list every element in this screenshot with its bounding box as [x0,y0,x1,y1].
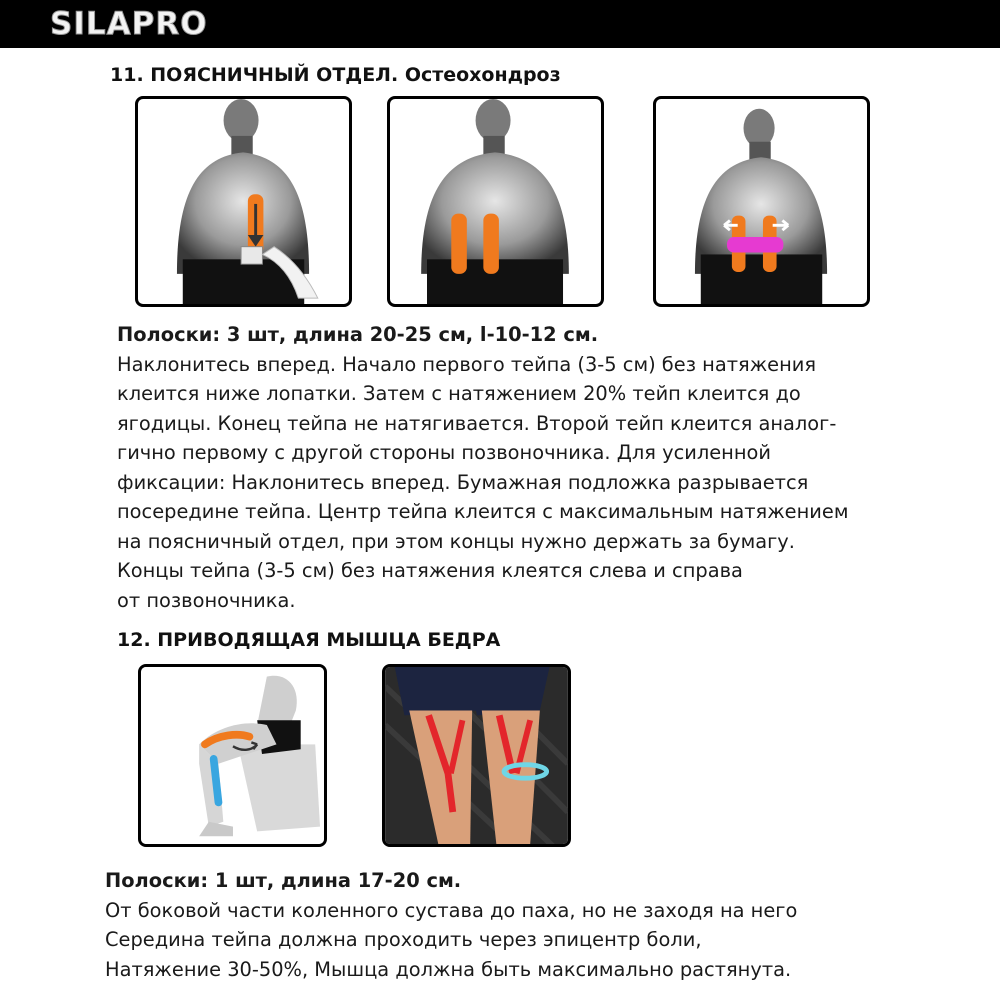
section-11-title-main: 11. ПОЯСНИЧНЫЙ ОТДЕЛ. [110,64,399,86]
section-12-instructions [105,866,797,984]
section-12-line-3: Натяжение 30-50%, Мышца должна быть максимально растянута. [105,957,792,981]
section-12-strips: Полоски: 1 шт, длина 17-20 см. [105,869,462,892]
section-11-line-7: на поясничный отдел, при этом концы нужно держать за бумагу. [117,529,795,553]
section-11-line-9: от позвоночника. [117,588,296,612]
section-11-line-4: гично первому с другой стороны позвоночника. Для усиленной [117,441,771,464]
section-11-strips: Полоски: 3 шт, длина 20-25 см, l-10-12 см. [117,323,599,346]
section-11-title-sub: Остеохондроз [404,64,561,86]
section-12-line-2: Середина тейпа должна проходить через эпицентр боли, [105,928,702,951]
section-12-title: 12. ПРИВОДЯЩАЯ МЫШЦА БЕДРА [117,629,501,651]
thigh-taping-seated-image [138,664,327,847]
brand-logo: SILAPRO [50,6,208,42]
thigh-taping-legs-image [382,664,571,847]
section-11-title [110,64,561,86]
header-bar [0,0,1000,48]
back-taping-step-2-image [387,96,604,307]
section-11-line-8: Концы тейпа (3-5 см) без натяжения клеятся слева и справа [117,559,743,582]
section-11-line-3: ягодицы. Конец тейпа не натягивается. Второй тейп клеится аналог- [117,411,837,435]
back-taping-step-3-image [653,96,870,307]
section-11-instructions [117,320,848,615]
section-11-line-6: посередине тейпа. Центр тейпа клеится с максимальным натяжением [117,500,849,523]
back-taping-step-1-image [135,96,352,307]
section-11-line-1: Наклонитесь вперед. Начало первого тейпа (3-5 см) без натяжения [117,352,817,376]
section-12-line-1: От боковой части коленного сустава до паха, но не заходя на него [105,898,798,922]
section-11-line-5: фиксации: Наклонитесь вперед. Бумажная подложка разрывается [117,470,809,494]
section-11-line-2: клеится ниже лопатки. Затем с натяжением 20% тейп клеится до [117,382,801,405]
